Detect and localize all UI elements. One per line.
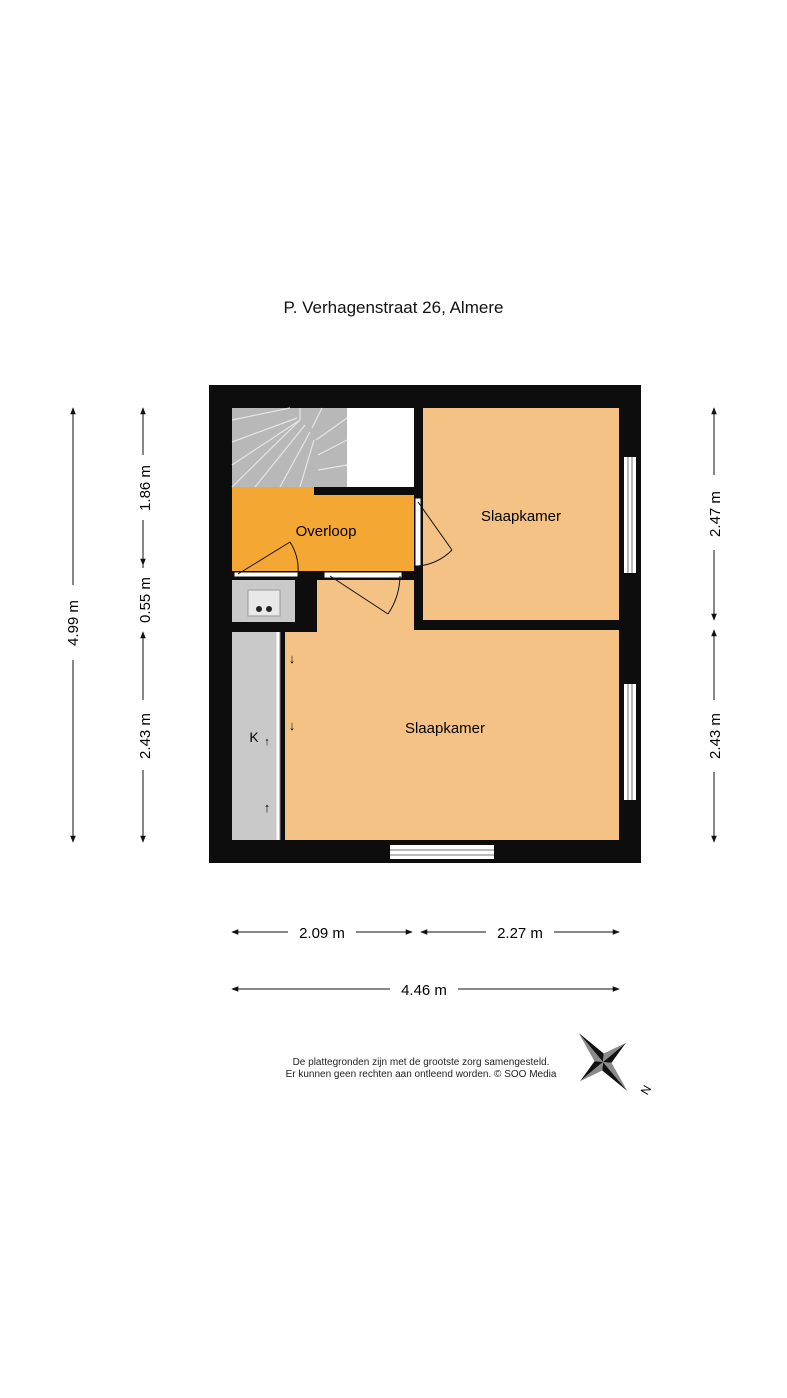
dim-left-bottom-text: 2.43 m xyxy=(137,713,154,759)
dim-right-top-text: 2.47 m xyxy=(707,491,724,537)
boiler-dot-right xyxy=(266,606,272,612)
dim-bottom-segments xyxy=(232,932,619,989)
closet-arrow-3: ↑ xyxy=(264,736,270,748)
plan-title: P. Verhagenstraat 26, Almere xyxy=(283,298,504,317)
closet-arrow-2: ↓ xyxy=(288,718,296,733)
dim-left-total xyxy=(65,408,82,842)
window-bottom xyxy=(390,845,494,859)
bedroom-top-label: Slaapkamer xyxy=(480,508,562,525)
closet-label: K xyxy=(249,729,259,745)
staircase xyxy=(232,408,347,487)
landing-label: Overloop xyxy=(295,523,357,540)
dim-left-mid-text: 0.55 m xyxy=(137,577,154,623)
disclaimer-line-1: De plattegronden zijn met de grootste zorg samengesteld. xyxy=(292,1057,550,1068)
bedroom-bottom-label: Slaapkamer xyxy=(404,720,486,737)
dim-right-bottom-text: 2.43 m xyxy=(707,713,724,759)
closet-arrow-1: ↓ xyxy=(288,651,296,666)
compass-north-label: N xyxy=(637,1082,655,1098)
window-right-top xyxy=(624,457,636,573)
disclaimer-line-2: Er kunnen geen rechten aan ontleend worden. © SOO Media xyxy=(285,1069,557,1080)
dim-bottom-left-text: 2.09 m xyxy=(299,925,345,942)
dim-left-top-text: 1.86 m xyxy=(137,465,154,511)
dim-bottom-right-text: 2.27 m xyxy=(497,925,543,942)
dim-left-total-text: 4.99 m xyxy=(65,600,82,646)
stair-wall xyxy=(314,487,414,495)
closet-arrow-4: ↑ xyxy=(263,800,271,815)
stair-void xyxy=(347,408,414,487)
dim-bottom-total-text: 4.46 m xyxy=(401,982,447,999)
disclaimer xyxy=(256,1057,586,1081)
boiler xyxy=(248,590,280,616)
window-right-bottom xyxy=(624,684,636,800)
boiler-dot-left xyxy=(256,606,262,612)
